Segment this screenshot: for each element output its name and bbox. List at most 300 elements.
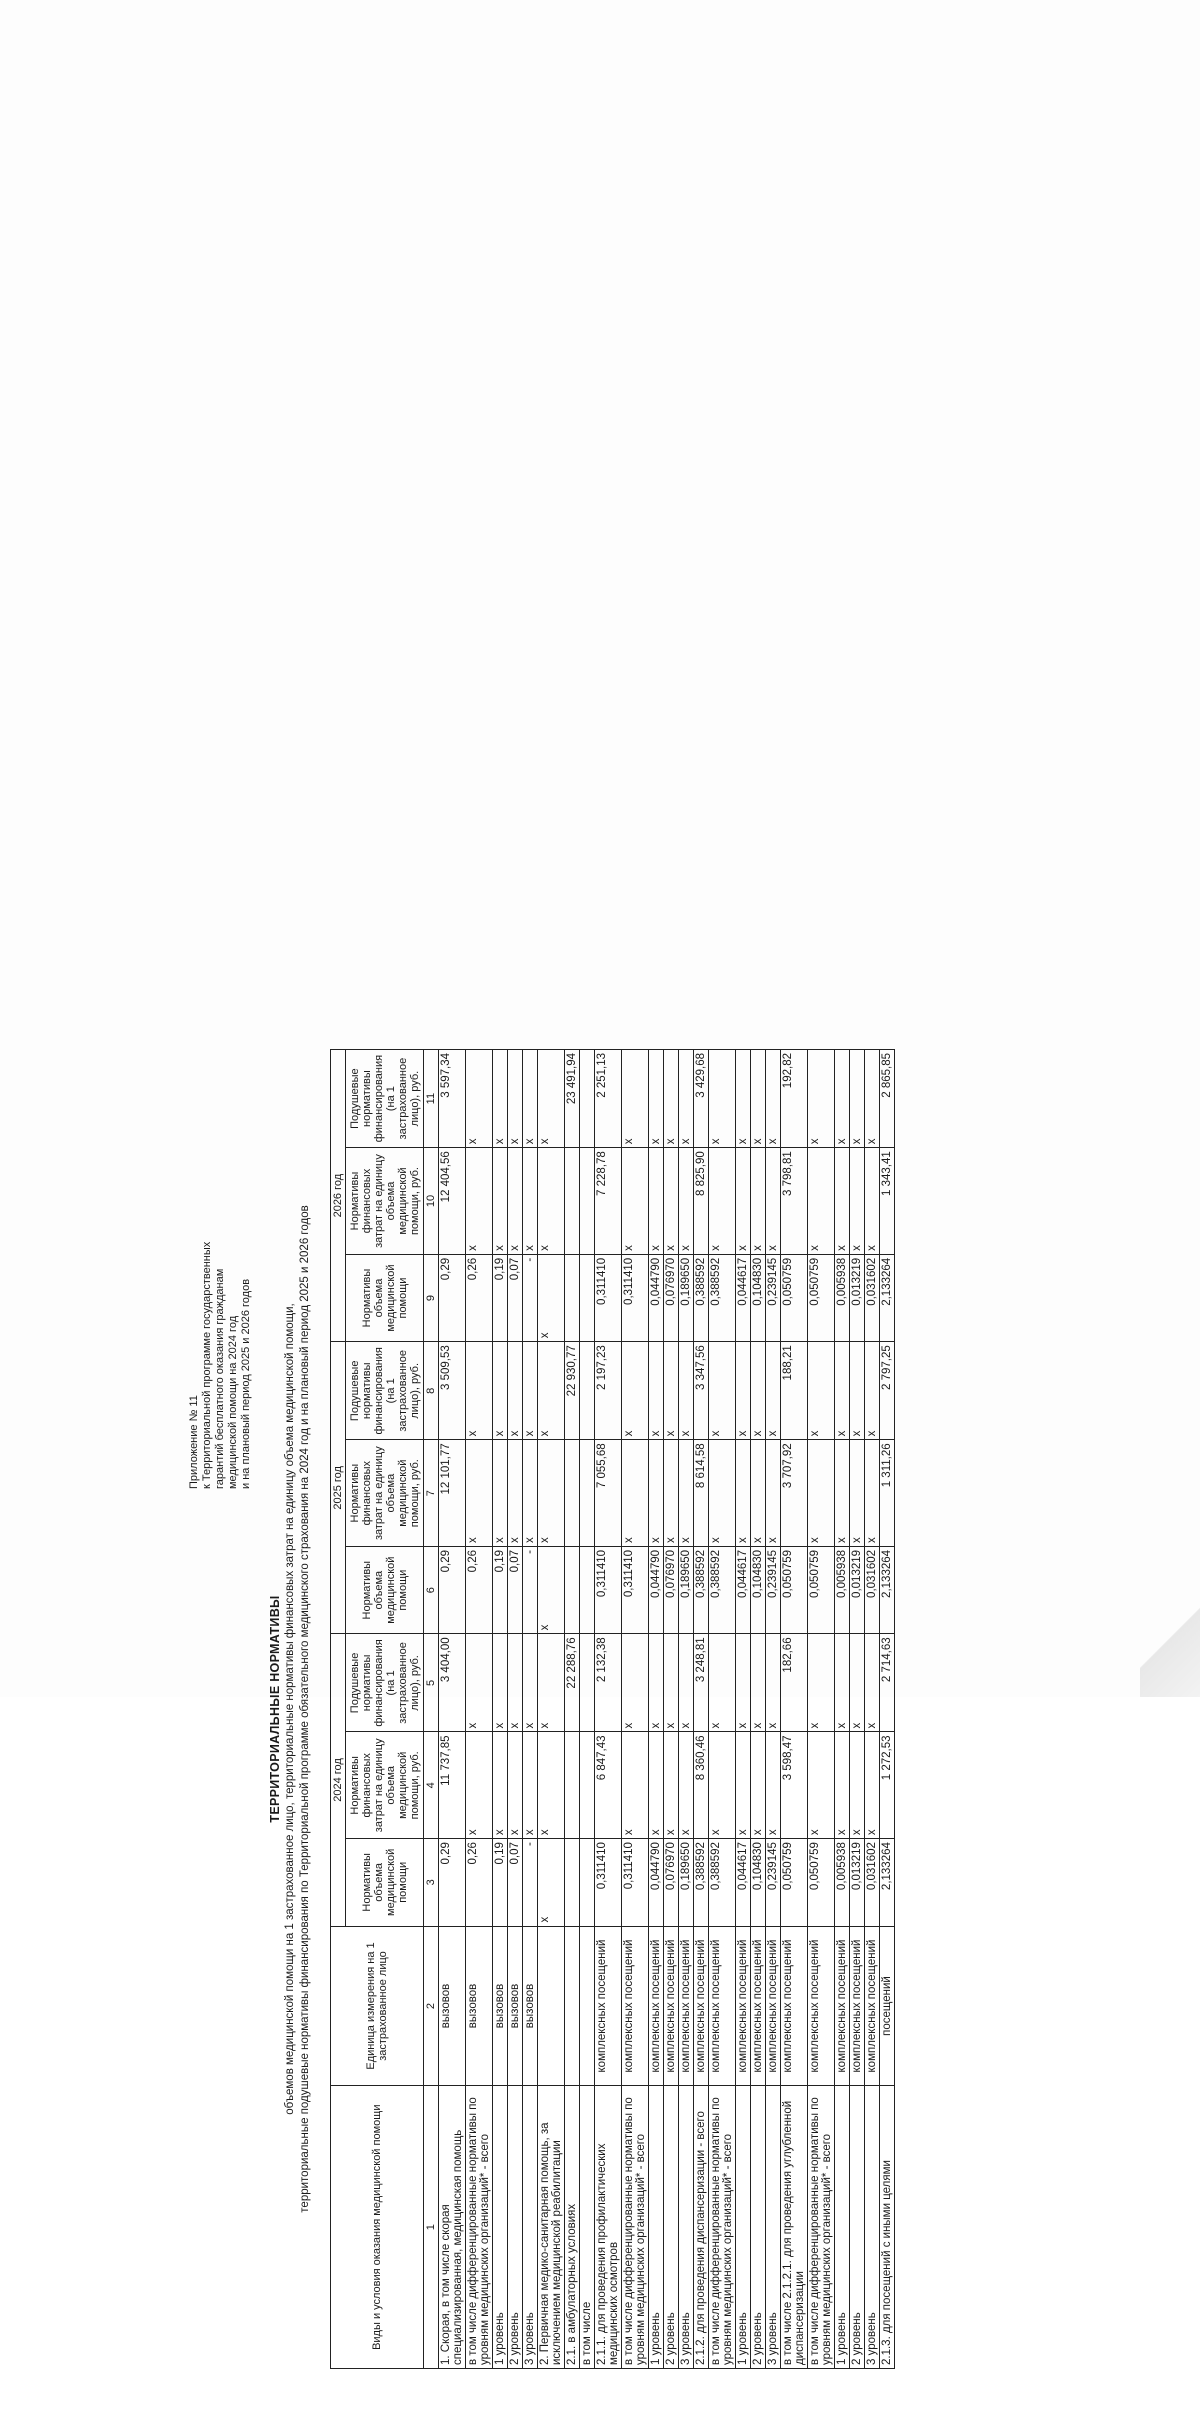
- row-value: х: [766, 1341, 781, 1439]
- row-value: [580, 1732, 595, 1839]
- row-value: 0,189650: [679, 1254, 694, 1341]
- row-value: 22 930,77: [565, 1341, 580, 1439]
- column-number: 3: [424, 1838, 439, 1925]
- row-value: х: [664, 1147, 679, 1254]
- column-number: 1: [424, 2085, 439, 2368]
- row-unit: комплексных посещений: [781, 1926, 808, 2086]
- row-value: х: [622, 1049, 649, 1147]
- row-value: 0,388592: [694, 1254, 709, 1341]
- row-value: х: [751, 1341, 766, 1439]
- appendix-line: Приложение № 11: [188, 1394, 200, 1489]
- row-value: х: [751, 1732, 766, 1839]
- row-value: 0,044790: [649, 1838, 664, 1925]
- row-value: 0,388592: [694, 1546, 709, 1633]
- row-label: в том числе дифференцированные нормативы по уровням медицинских организаций* - всего: [622, 2085, 649, 2368]
- row-value: х: [709, 1732, 736, 1839]
- row-value: 3 597,34: [439, 1049, 466, 1147]
- row-value: 3 798,81: [781, 1147, 808, 1254]
- table-row: [565, 1049, 580, 2368]
- row-value: 0,388592: [694, 1838, 709, 1925]
- row-value: х: [736, 1147, 751, 1254]
- row-value: х: [736, 1341, 751, 1439]
- row-value: х: [523, 1732, 538, 1839]
- row-value: 0,050759: [808, 1838, 835, 1925]
- header-per-capita: Подушевые нормативы финансирования (на 1 застрахованное лицо), руб.: [346, 1341, 424, 1439]
- appendix-line: к Территориальной программе государственных: [201, 1241, 213, 1489]
- row-value: х: [466, 1439, 493, 1546]
- row-value: 0,07: [508, 1838, 523, 1925]
- row-value: 0,031602: [865, 1254, 880, 1341]
- row-value: [580, 1147, 595, 1254]
- row-value: х: [523, 1341, 538, 1439]
- row-value: 3 248,81: [694, 1633, 709, 1731]
- row-value: х: [736, 1439, 751, 1546]
- row-value: 3 429,68: [694, 1049, 709, 1147]
- row-value: 0,044790: [649, 1254, 664, 1341]
- appendix-line: и на плановый период 2025 и 2026 годов: [240, 1278, 252, 1489]
- row-label: 2 уровень: [850, 2085, 865, 2368]
- row-value: [565, 1838, 580, 1925]
- row-unit: комплексных посещений: [835, 1926, 850, 2086]
- row-value: х: [523, 1147, 538, 1254]
- row-value: 0,050759: [781, 1838, 808, 1925]
- row-unit: комплексных посещений: [751, 1926, 766, 2086]
- row-value: х: [493, 1439, 508, 1546]
- table-row: [580, 1049, 595, 2368]
- norms-table: [330, 1049, 895, 2369]
- row-label: 2.1.3. для посещений с иными целями: [880, 2085, 895, 2368]
- row-value: х: [679, 1341, 694, 1439]
- header-per-capita: Подушевые нормативы финансирования (на 1 застрахованное лицо), руб.: [346, 1633, 424, 1731]
- row-value: 0,013219: [850, 1254, 865, 1341]
- row-value: х: [808, 1633, 835, 1731]
- document-title: ТЕРРИТОРИАЛЬНЫЕ НОРМАТИВЫ: [268, 1594, 282, 1823]
- header-year-2024: 2024 год: [331, 1633, 346, 1925]
- row-value: х: [649, 1633, 664, 1731]
- row-value: 0,388592: [709, 1838, 736, 1925]
- row-value: 0,044617: [736, 1546, 751, 1633]
- table-row: [664, 1049, 679, 2368]
- row-value: х: [538, 1254, 565, 1341]
- table-row: [439, 1049, 466, 2368]
- row-value: 2 797,25: [880, 1341, 895, 1439]
- column-number: 2: [424, 1926, 439, 2086]
- row-unit: комплексных посещений: [850, 1926, 865, 2086]
- row-value: х: [508, 1439, 523, 1546]
- header-cost: Нормативы финансовых затрат на единицу объема медицинской помощи, руб.: [346, 1439, 424, 1546]
- row-value: х: [850, 1439, 865, 1546]
- header-per-capita: Подушевые нормативы финансирования (на 1 застрахованное лицо), руб.: [346, 1049, 424, 1147]
- row-value: 7 228,78: [595, 1147, 622, 1254]
- row-value: 2,133264: [880, 1838, 895, 1925]
- row-value: х: [649, 1147, 664, 1254]
- row-value: х: [766, 1147, 781, 1254]
- header-types: Виды и условия оказания медицинской помощи: [331, 2085, 424, 2368]
- row-value: 0,19: [493, 1838, 508, 1925]
- row-label: 2.1.2. для проведения диспансеризации - всего: [694, 2085, 709, 2368]
- row-value: х: [751, 1049, 766, 1147]
- row-value: х: [850, 1633, 865, 1731]
- row-label: 1 уровень: [835, 2085, 850, 2368]
- row-value: х: [466, 1732, 493, 1839]
- row-value: 0,005938: [835, 1546, 850, 1633]
- row-value: 7 055,68: [595, 1439, 622, 1546]
- row-label: 1 уровень: [493, 2085, 508, 2368]
- row-value: х: [865, 1147, 880, 1254]
- row-unit: комплексных посещений: [865, 1926, 880, 2086]
- appendix-line: медицинской помощи на 2024 год: [227, 1315, 239, 1489]
- row-value: 0,050759: [808, 1254, 835, 1341]
- header-volume: Нормативы объема медицинской помощи: [346, 1546, 424, 1633]
- row-value: 0,044790: [649, 1546, 664, 1633]
- row-unit: комплексных посещений: [664, 1926, 679, 2086]
- row-value: 0,311410: [622, 1838, 649, 1925]
- column-number: 8: [424, 1341, 439, 1439]
- row-value: х: [466, 1633, 493, 1731]
- row-value: х: [808, 1732, 835, 1839]
- row-value: 0,031602: [865, 1546, 880, 1633]
- row-value: х: [679, 1147, 694, 1254]
- row-value: 2,133264: [880, 1546, 895, 1633]
- row-value: 12 404,56: [439, 1147, 466, 1254]
- row-value: 0,044617: [736, 1254, 751, 1341]
- row-value: [580, 1254, 595, 1341]
- row-value: х: [538, 1546, 565, 1633]
- column-number: 10: [424, 1147, 439, 1254]
- row-value: 0,388592: [709, 1546, 736, 1633]
- row-value: 0,076970: [664, 1254, 679, 1341]
- row-value: 6 847,43: [595, 1732, 622, 1839]
- table-row: [538, 1049, 565, 2368]
- row-value: [580, 1049, 595, 1147]
- table-row: [808, 1049, 835, 2368]
- row-value: [580, 1341, 595, 1439]
- row-value: х: [865, 1633, 880, 1731]
- row-value: 3 404,00: [439, 1633, 466, 1731]
- row-value: 8 360,46: [694, 1732, 709, 1839]
- row-value: 2 197,23: [595, 1341, 622, 1439]
- row-label: 2 уровень: [664, 2085, 679, 2368]
- row-unit: комплексных посещений: [649, 1926, 664, 2086]
- row-value: х: [508, 1049, 523, 1147]
- row-value: 0,19: [493, 1546, 508, 1633]
- row-value: х: [622, 1341, 649, 1439]
- row-unit: комплексных посещений: [808, 1926, 835, 2086]
- row-unit: вызовов: [493, 1926, 508, 2086]
- row-unit: комплексных посещений: [709, 1926, 736, 2086]
- table-row: [736, 1049, 751, 2368]
- row-value: х: [751, 1147, 766, 1254]
- page-curl: [1140, 1577, 1200, 1697]
- row-value: 1 343,41: [880, 1147, 895, 1254]
- row-value: 0,311410: [595, 1838, 622, 1925]
- row-value: 2,133264: [880, 1254, 895, 1341]
- table-row: [508, 1049, 523, 2368]
- row-value: [565, 1546, 580, 1633]
- table-row: [694, 1049, 709, 2368]
- row-value: [580, 1633, 595, 1731]
- row-value: х: [538, 1147, 565, 1254]
- row-value: х: [865, 1049, 880, 1147]
- header-volume: Нормативы объема медицинской помощи: [346, 1838, 424, 1925]
- row-value: х: [538, 1049, 565, 1147]
- row-unit: вызовов: [466, 1926, 493, 2086]
- row-value: 2 132,38: [595, 1633, 622, 1731]
- row-value: 0,076970: [664, 1546, 679, 1633]
- row-value: х: [850, 1732, 865, 1839]
- row-value: х: [538, 1439, 565, 1546]
- row-value: х: [508, 1341, 523, 1439]
- row-label: 2 уровень: [751, 2085, 766, 2368]
- row-value: х: [766, 1439, 781, 1546]
- row-value: 0,044617: [736, 1838, 751, 1925]
- row-value: 1 311,26: [880, 1439, 895, 1546]
- row-value: 22 288,76: [565, 1633, 580, 1731]
- column-number: 9: [424, 1254, 439, 1341]
- row-value: х: [493, 1341, 508, 1439]
- row-value: 0,050759: [808, 1546, 835, 1633]
- row-value: 0,031602: [865, 1838, 880, 1925]
- row-label: 1. Скорая, в том числе скорая специализированная, медицинская помощь: [439, 2085, 466, 2368]
- column-number: 5: [424, 1633, 439, 1731]
- table-row: [649, 1049, 664, 2368]
- row-unit: комплексных посещений: [736, 1926, 751, 2086]
- row-label: 3 уровень: [865, 2085, 880, 2368]
- row-value: [565, 1732, 580, 1839]
- row-unit: [565, 1926, 580, 2086]
- table-row: [835, 1049, 850, 2368]
- row-label: в том числе дифференцированные нормативы по уровням медицинских организаций* - всего: [466, 2085, 493, 2368]
- column-number: 7: [424, 1439, 439, 1546]
- row-value: 1 272,53: [880, 1732, 895, 1839]
- table-row: [679, 1049, 694, 2368]
- row-value: 0,311410: [595, 1254, 622, 1341]
- row-value: х: [679, 1049, 694, 1147]
- row-value: х: [493, 1147, 508, 1254]
- row-value: [580, 1439, 595, 1546]
- row-value: х: [679, 1732, 694, 1839]
- column-number-row: [424, 1049, 439, 2368]
- row-value: 0,005938: [835, 1838, 850, 1925]
- row-unit: [538, 1926, 565, 2086]
- header-year-2026: 2026 год: [331, 1049, 346, 1341]
- row-value: х: [835, 1341, 850, 1439]
- row-value: х: [736, 1049, 751, 1147]
- row-value: х: [622, 1439, 649, 1546]
- row-value: 0,29: [439, 1838, 466, 1925]
- row-value: х: [679, 1439, 694, 1546]
- row-value: х: [709, 1049, 736, 1147]
- row-value: 188,21: [781, 1341, 808, 1439]
- row-value: х: [649, 1732, 664, 1839]
- row-value: 12 101,77: [439, 1439, 466, 1546]
- row-value: х: [751, 1633, 766, 1731]
- row-value: 0,013219: [850, 1838, 865, 1925]
- row-value: -: [523, 1546, 538, 1633]
- row-unit: комплексных посещений: [679, 1926, 694, 2086]
- row-value: х: [664, 1049, 679, 1147]
- row-value: х: [736, 1732, 751, 1839]
- row-value: х: [709, 1341, 736, 1439]
- row-label: 3 уровень: [523, 2085, 538, 2368]
- rotated-sheet: [160, 1009, 1080, 2409]
- row-value: х: [523, 1439, 538, 1546]
- row-value: 2 251,13: [595, 1049, 622, 1147]
- table-row: [523, 1049, 538, 2368]
- column-number: 6: [424, 1546, 439, 1633]
- row-unit: вызовов: [439, 1926, 466, 2086]
- row-value: 11 737,85: [439, 1732, 466, 1839]
- document-subtitle: территориальные подушевые нормативы финансирования по Территориальной программе обязательного медицинского страхования на 2024 год и на плановый период 2025 и 2026 годов: [299, 1204, 311, 2213]
- row-value: х: [538, 1341, 565, 1439]
- row-value: х: [679, 1633, 694, 1731]
- row-label: 2.1.1. для проведения профилактических медицинских осмотров: [595, 2085, 622, 2368]
- row-value: 192,82: [781, 1049, 808, 1147]
- row-value: 0,29: [439, 1254, 466, 1341]
- row-value: х: [835, 1439, 850, 1546]
- row-value: х: [736, 1633, 751, 1731]
- table-row: [493, 1049, 508, 2368]
- table-row: [622, 1049, 649, 2368]
- row-value: 0,19: [493, 1254, 508, 1341]
- row-value: х: [808, 1439, 835, 1546]
- row-value: 0,07: [508, 1546, 523, 1633]
- row-value: х: [508, 1147, 523, 1254]
- row-unit: комплексных посещений: [622, 1926, 649, 2086]
- row-value: х: [493, 1049, 508, 1147]
- header-unit: Единица измерения на 1 застрахованное лицо: [331, 1926, 424, 2086]
- row-value: 0,104830: [751, 1838, 766, 1925]
- row-unit: комплексных посещений: [694, 1926, 709, 2086]
- row-value: 0,189650: [679, 1546, 694, 1633]
- row-value: 3 347,56: [694, 1341, 709, 1439]
- row-unit: комплексных посещений: [595, 1926, 622, 2086]
- row-value: 0,26: [466, 1254, 493, 1341]
- header-cost: Нормативы финансовых затрат на единицу объема медицинской помощи, руб.: [346, 1147, 424, 1254]
- row-value: 0,239145: [766, 1838, 781, 1925]
- row-label: 1 уровень: [649, 2085, 664, 2368]
- row-value: х: [622, 1633, 649, 1731]
- table-row: [766, 1049, 781, 2368]
- row-value: х: [850, 1049, 865, 1147]
- row-label: 1 уровень: [736, 2085, 751, 2368]
- row-value: [565, 1254, 580, 1341]
- row-value: х: [766, 1732, 781, 1839]
- row-label: 2.1. в амбулаторных условиях: [565, 2085, 580, 2368]
- table-row: [850, 1049, 865, 2368]
- table-row: [781, 1049, 808, 2368]
- row-value: 0,104830: [751, 1254, 766, 1341]
- row-value: х: [466, 1049, 493, 1147]
- column-number: 11: [424, 1049, 439, 1147]
- row-value: 3 598,47: [781, 1732, 808, 1839]
- row-value: 0,26: [466, 1546, 493, 1633]
- row-unit: вызовов: [523, 1926, 538, 2086]
- row-label: в том числе дифференцированные нормативы по уровням медицинских организаций* - всего: [808, 2085, 835, 2368]
- row-value: х: [493, 1732, 508, 1839]
- column-number: 4: [424, 1732, 439, 1839]
- row-value: 0,050759: [781, 1546, 808, 1633]
- row-value: 0,050759: [781, 1254, 808, 1341]
- row-label: 2. Первичная медико-санитарная помощь, за исключением медицинской реабилитации: [538, 2085, 565, 2368]
- row-value: х: [508, 1732, 523, 1839]
- table-body: [439, 1049, 895, 2368]
- row-label: 2 уровень: [508, 2085, 523, 2368]
- appendix-header: [188, 1069, 253, 1489]
- row-value: х: [664, 1439, 679, 1546]
- row-value: х: [493, 1633, 508, 1731]
- row-value: 0,311410: [622, 1546, 649, 1633]
- row-value: 0,26: [466, 1838, 493, 1925]
- row-value: 0,388592: [709, 1254, 736, 1341]
- row-value: 8 614,58: [694, 1439, 709, 1546]
- row-value: х: [850, 1147, 865, 1254]
- row-value: 0,311410: [622, 1254, 649, 1341]
- row-value: 0,104830: [751, 1546, 766, 1633]
- row-value: 0,239145: [766, 1546, 781, 1633]
- row-value: х: [850, 1341, 865, 1439]
- row-value: 2 865,85: [880, 1049, 895, 1147]
- row-value: х: [649, 1049, 664, 1147]
- row-value: 2 714,63: [880, 1633, 895, 1731]
- header-year-2025: 2025 год: [331, 1341, 346, 1633]
- row-value: 0,076970: [664, 1838, 679, 1925]
- row-unit: комплексных посещений: [766, 1926, 781, 2086]
- row-value: 8 825,90: [694, 1147, 709, 1254]
- row-value: х: [649, 1439, 664, 1546]
- row-value: 0,005938: [835, 1254, 850, 1341]
- row-label: 3 уровень: [679, 2085, 694, 2368]
- row-value: 0,013219: [850, 1546, 865, 1633]
- row-value: [565, 1147, 580, 1254]
- row-value: 182,66: [781, 1633, 808, 1731]
- row-label: 3 уровень: [766, 2085, 781, 2368]
- row-value: х: [466, 1341, 493, 1439]
- table-row: [865, 1049, 880, 2368]
- row-value: 0,311410: [595, 1546, 622, 1633]
- row-value: х: [664, 1341, 679, 1439]
- table-row: [466, 1049, 493, 2368]
- row-value: х: [649, 1341, 664, 1439]
- row-value: 0,239145: [766, 1254, 781, 1341]
- row-value: х: [664, 1633, 679, 1731]
- row-value: 0,07: [508, 1254, 523, 1341]
- row-value: х: [808, 1049, 835, 1147]
- row-value: х: [664, 1732, 679, 1839]
- row-value: -: [523, 1254, 538, 1341]
- row-value: х: [751, 1439, 766, 1546]
- row-value: х: [622, 1147, 649, 1254]
- row-value: 23 491,94: [565, 1049, 580, 1147]
- row-value: -: [523, 1838, 538, 1925]
- row-value: 0,29: [439, 1546, 466, 1633]
- document-subtitle: объемов медицинской помощи на 1 застрахованное лицо, территориальные нормативы финансовых затрат на единицу объема медицинской помощи,: [284, 1302, 296, 2115]
- row-value: х: [835, 1147, 850, 1254]
- table-row: [880, 1049, 895, 2368]
- row-value: [580, 1546, 595, 1633]
- row-value: х: [538, 1838, 565, 1925]
- row-value: 0,189650: [679, 1838, 694, 1925]
- row-unit: посещений: [880, 1926, 895, 2086]
- row-value: 3 509,53: [439, 1341, 466, 1439]
- row-value: х: [709, 1147, 736, 1254]
- row-unit: вызовов: [508, 1926, 523, 2086]
- row-value: х: [622, 1732, 649, 1839]
- row-value: х: [865, 1341, 880, 1439]
- row-unit: [580, 1926, 595, 2086]
- row-label: в том числе дифференцированные нормативы по уровням медицинских организаций* - всего: [709, 2085, 736, 2368]
- table-row: [595, 1049, 622, 2368]
